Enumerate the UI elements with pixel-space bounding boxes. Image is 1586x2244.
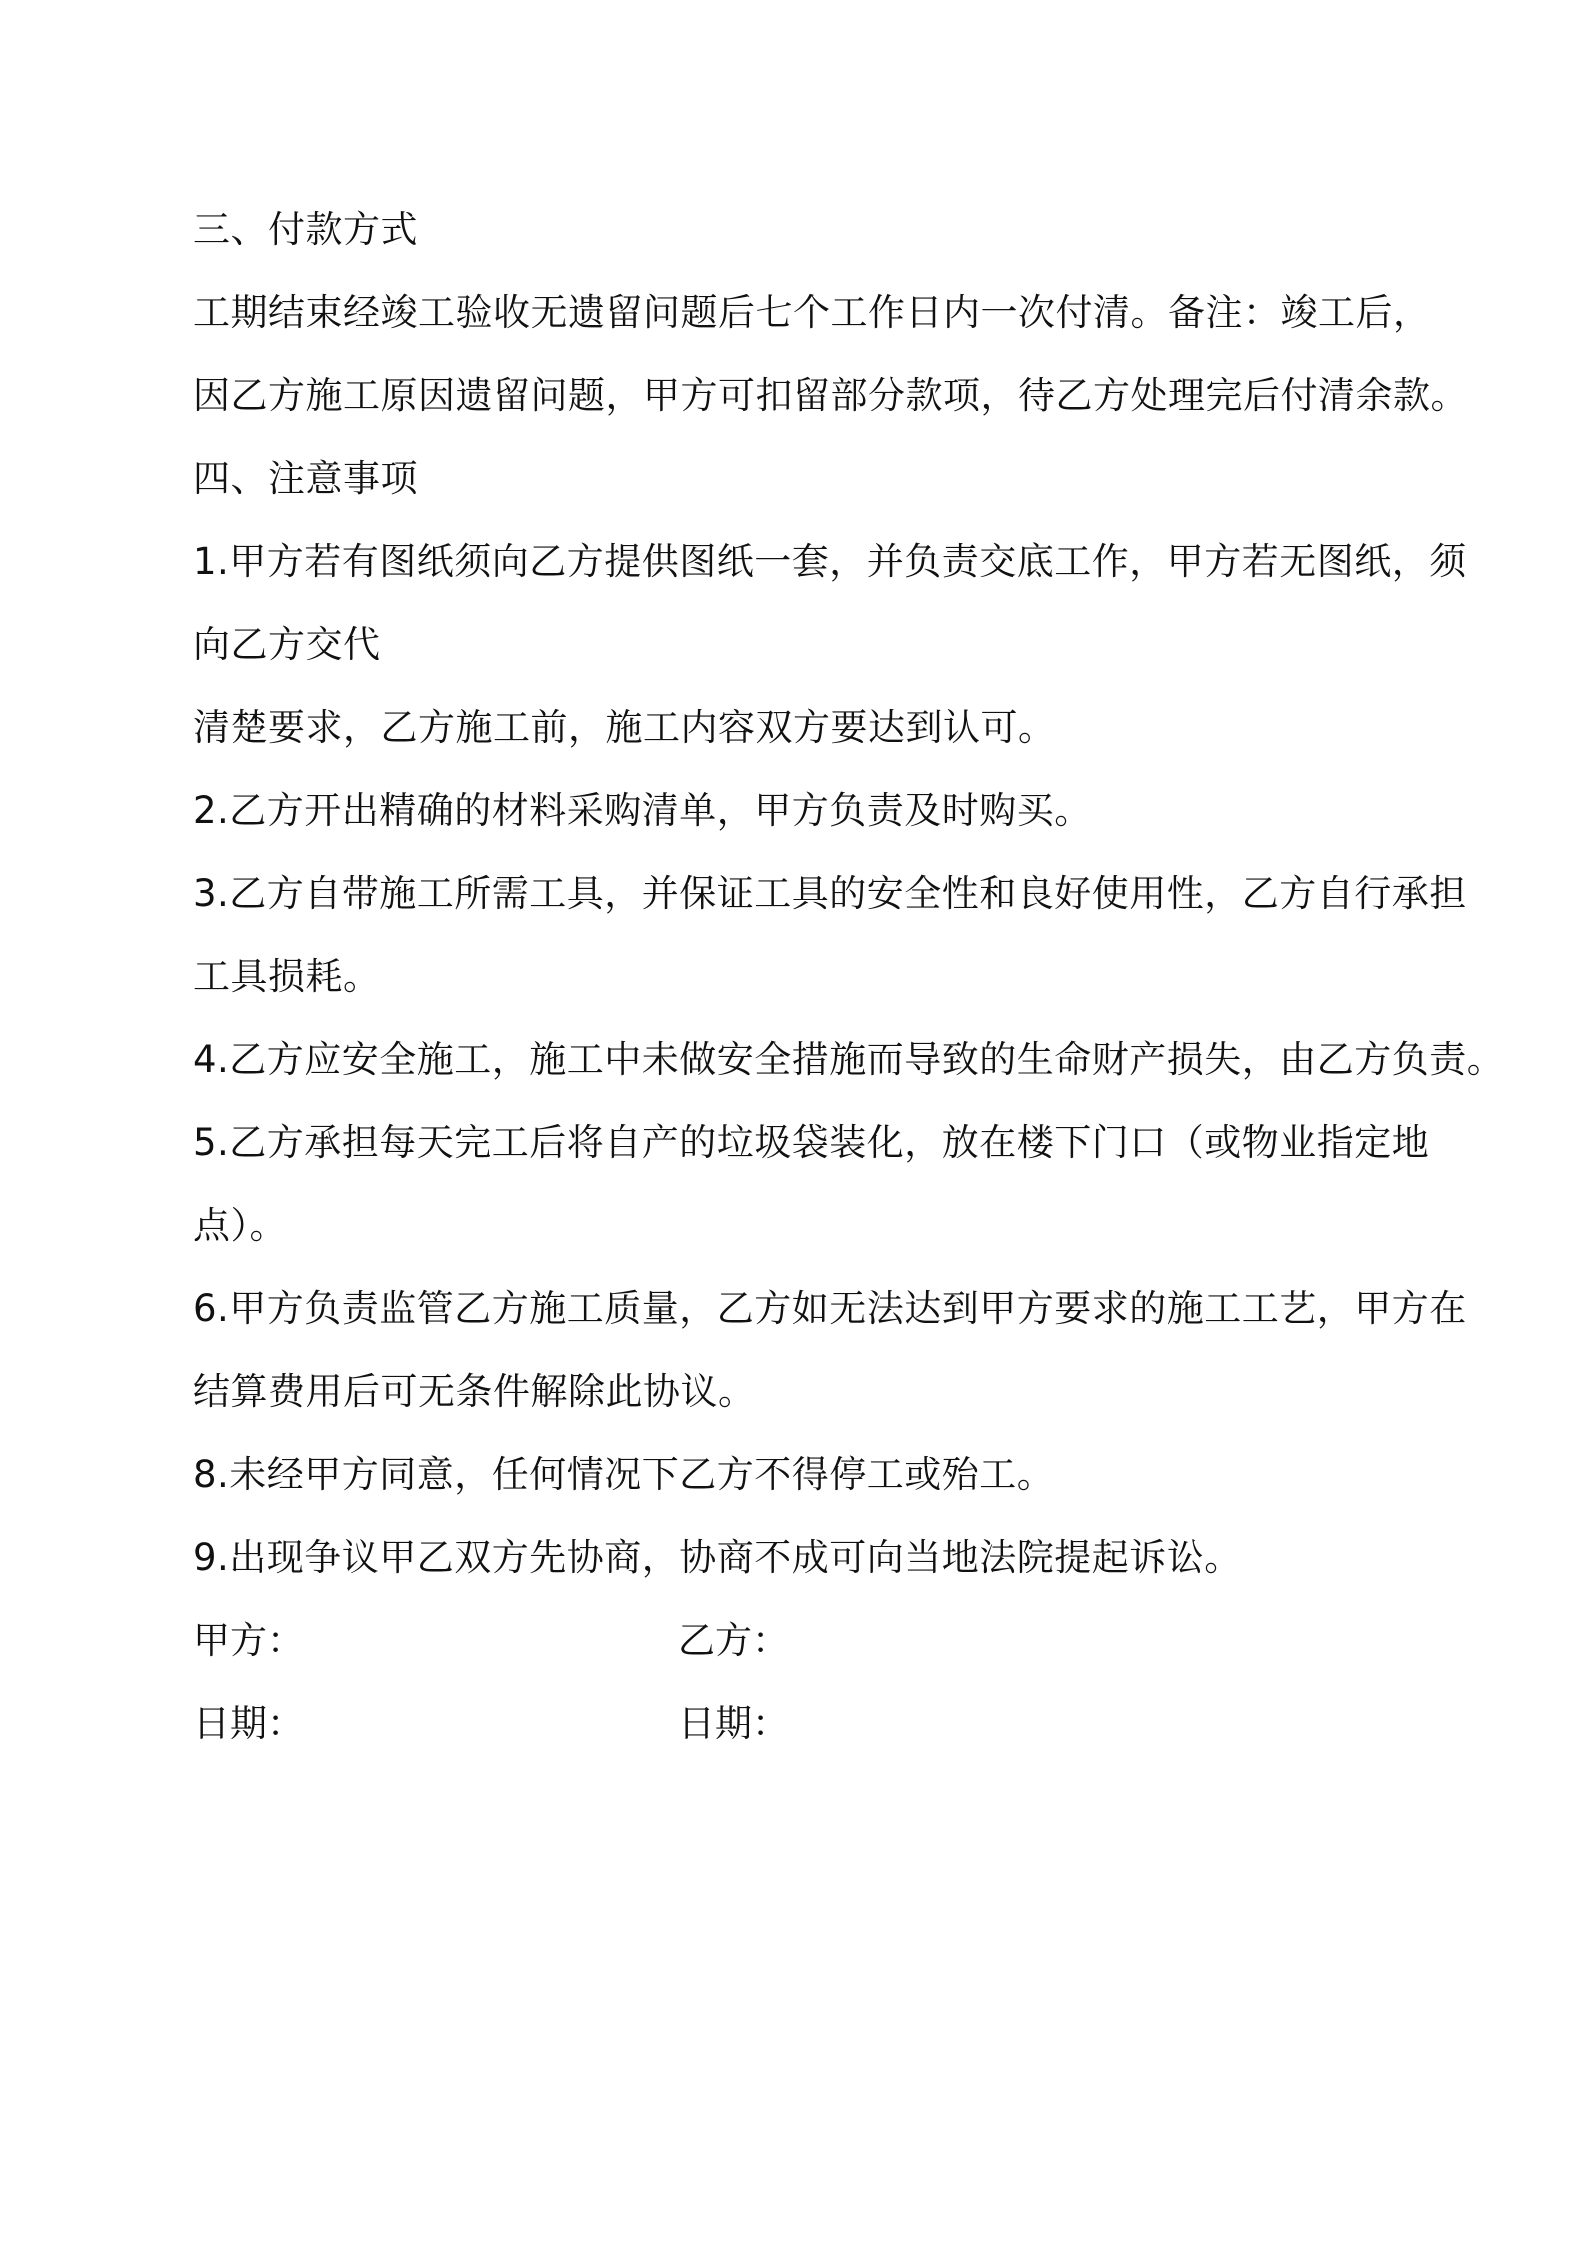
- paragraph-line: 向乙方交代: [193, 623, 381, 666]
- date-b-label: 日期：: [678, 1702, 789, 1745]
- paragraph-line: 3.乙方自带施工所需工具，并保证工具的安全性和良好使用性，乙方自行承担: [193, 872, 1467, 915]
- paragraph-line: 8.未经甲方同意，任何情况下乙方不得停工或殆工。: [193, 1453, 1055, 1496]
- paragraph-line: 因乙方施工原因遗留问题，甲方可扣留部分款项，待乙方处理完后付清余款。: [193, 374, 1468, 417]
- section-heading-payment: 三、付款方式: [193, 208, 418, 251]
- paragraph-line: 清楚要求，乙方施工前，施工内容双方要达到认可。: [193, 706, 1056, 749]
- paragraph-line: 结算费用后可无条件解除此协议。: [193, 1370, 756, 1413]
- date-a-label: 日期：: [193, 1702, 304, 1745]
- paragraph-line: 9.出现争议甲乙双方先协商，协商不成可向当地法院提起诉讼。: [193, 1536, 1242, 1579]
- paragraph-line: 2.乙方开出精确的材料采购清单，甲方负责及时购买。: [193, 789, 1092, 832]
- section-heading-notes: 四、注意事项: [193, 457, 418, 500]
- paragraph-line: 5.乙方承担每天完工后将自产的垃圾袋装化，放在楼下门口（或物业指定地: [193, 1121, 1430, 1164]
- paragraph-line: 4.乙方应安全施工，施工中未做安全措施而导致的生命财产损失，由乙方负责。: [193, 1038, 1505, 1081]
- party-b-label: 乙方：: [678, 1619, 789, 1662]
- paragraph-line: 工期结束经竣工验收无遗留问题后七个工作日内一次付清。备注：竣工后，: [193, 291, 1431, 334]
- party-a-label: 甲方：: [193, 1619, 304, 1662]
- paragraph-line: 1.甲方若有图纸须向乙方提供图纸一套，并负责交底工作，甲方若无图纸，须: [193, 540, 1467, 583]
- paragraph-line: 工具损耗。: [193, 955, 381, 998]
- paragraph-line: 点）。: [193, 1204, 287, 1247]
- paragraph-line: 6.甲方负责监管乙方施工质量，乙方如无法达到甲方要求的施工工艺，甲方在: [193, 1287, 1467, 1330]
